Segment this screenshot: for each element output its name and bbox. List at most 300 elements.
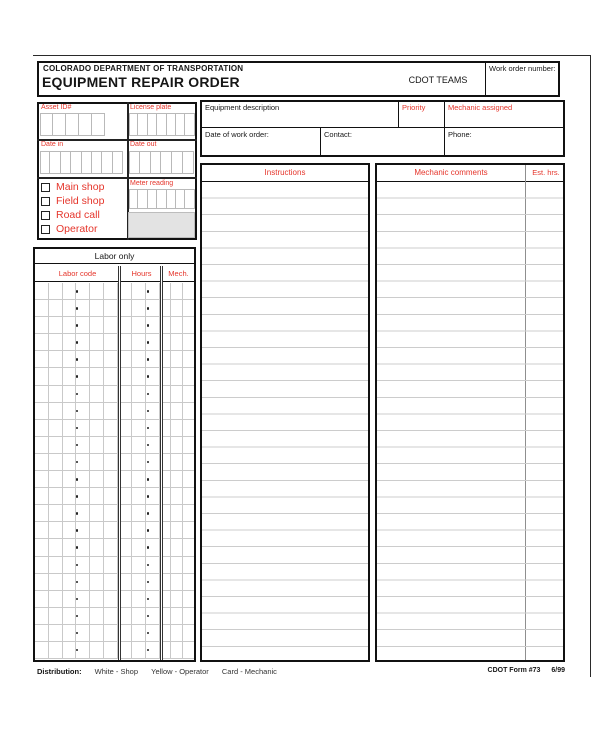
labor-cell — [171, 505, 182, 521]
labor-cell — [104, 351, 118, 367]
checkbox-label: Main shop — [56, 181, 105, 193]
labor-cell — [35, 420, 49, 436]
labor-cell — [63, 557, 77, 573]
labor-cell — [171, 608, 182, 624]
comb-cell[interactable] — [167, 113, 176, 136]
shaded-office-use-box — [128, 212, 195, 238]
labor-cell — [171, 454, 182, 470]
labor-cell — [183, 403, 194, 419]
labor-cell — [76, 334, 90, 350]
labor-cell — [90, 334, 104, 350]
equipment-description-label: Equipment description — [205, 103, 280, 112]
labor-cell — [132, 557, 146, 573]
labor-code-decimal-dot — [76, 529, 79, 532]
labor-cell — [183, 488, 194, 504]
labor-cell — [183, 642, 194, 658]
comb-cell[interactable] — [92, 151, 102, 174]
comb-cell[interactable] — [79, 113, 92, 136]
labor-cell — [63, 505, 77, 521]
labor-cell — [132, 505, 146, 521]
labor-row[interactable] — [35, 334, 194, 351]
date-contact-divider — [320, 127, 321, 157]
comb-cell[interactable] — [140, 151, 151, 174]
labor-cell — [183, 574, 194, 590]
comb-cell[interactable] — [53, 113, 66, 136]
labor-cell — [90, 386, 104, 402]
labor-cell — [35, 437, 49, 453]
labor-cell — [183, 505, 194, 521]
labor-cell — [171, 591, 182, 607]
labor-row[interactable] — [35, 642, 194, 659]
labor-cell — [104, 642, 118, 658]
asset-box-divider-2 — [37, 177, 197, 179]
comb-cell[interactable] — [157, 189, 166, 209]
labor-cell — [171, 437, 182, 453]
labor-code-decimal-dot — [76, 512, 79, 515]
labor-cell — [49, 403, 63, 419]
labor-row[interactable] — [35, 471, 194, 488]
labor-cell — [183, 368, 194, 384]
labor-rows[interactable] — [35, 283, 194, 660]
labor-cell — [104, 437, 118, 453]
labor-cell — [35, 591, 49, 607]
checkbox-icon[interactable] — [41, 197, 50, 206]
labor-cell — [76, 625, 90, 641]
labor-cell — [49, 386, 63, 402]
labor-cell — [76, 522, 90, 538]
comb-cell[interactable] — [61, 151, 71, 174]
hours-decimal-dot — [147, 478, 150, 481]
labor-cell — [63, 591, 77, 607]
hours-decimal-dot — [147, 290, 150, 293]
labor-cell — [132, 539, 146, 555]
labor-code-hours-divider — [118, 266, 121, 660]
work-order-divider — [485, 62, 486, 96]
mechanic-comments-box — [375, 163, 565, 662]
labor-cell — [49, 505, 63, 521]
labor-cell — [104, 403, 118, 419]
labor-cell — [132, 522, 146, 538]
comb-cell[interactable] — [71, 151, 81, 174]
copy-card: Card - Mechanic — [221, 667, 277, 676]
hours-decimal-dot — [147, 341, 150, 344]
labor-cell — [104, 625, 118, 641]
hours-decimal-dot — [147, 546, 150, 549]
hours-decimal-dot — [147, 495, 150, 498]
labor-cell — [171, 557, 182, 573]
date-out-label: Date out — [130, 141, 157, 148]
comb-cell[interactable] — [102, 151, 112, 174]
labor-cell — [49, 557, 63, 573]
checkbox-field-shop[interactable] — [41, 194, 125, 208]
labor-cell — [90, 368, 104, 384]
labor-row[interactable] — [35, 368, 194, 385]
labor-cell — [132, 591, 146, 607]
comb-cell[interactable] — [138, 189, 147, 209]
hours-decimal-dot — [147, 529, 150, 532]
labor-cell — [76, 283, 90, 299]
labor-cell — [171, 283, 182, 299]
labor-cell — [49, 539, 63, 555]
hours-decimal-dot — [147, 324, 150, 327]
copy-white: White - Shop — [94, 667, 139, 676]
labor-cell — [183, 317, 194, 333]
form-title: EQUIPMENT REPAIR ORDER — [42, 74, 240, 90]
labor-cell — [104, 488, 118, 504]
labor-cell — [76, 608, 90, 624]
comb-cell[interactable] — [50, 151, 60, 174]
labor-cell — [76, 420, 90, 436]
comb-cell[interactable] — [148, 113, 157, 136]
comb-cell[interactable] — [161, 151, 172, 174]
hours-decimal-dot — [147, 307, 150, 310]
department-name: COLORADO DEPARTMENT OF TRANSPORTATION — [43, 64, 244, 73]
labor-cell — [132, 608, 146, 624]
labor-cell — [132, 386, 146, 402]
checkbox-road-call[interactable] — [41, 208, 125, 222]
labor-cell — [132, 437, 146, 453]
comb-cell[interactable] — [40, 151, 50, 174]
labor-cell — [104, 539, 118, 555]
labor-cell — [183, 557, 194, 573]
instructions-writing-area[interactable] — [202, 182, 368, 660]
labor-cell — [76, 642, 90, 658]
labor-cell — [76, 403, 90, 419]
labor-row[interactable] — [35, 488, 194, 505]
labor-code-decimal-dot — [76, 546, 79, 549]
labor-cell — [49, 300, 63, 316]
labor-row[interactable] — [35, 505, 194, 522]
labor-row[interactable] — [35, 437, 194, 454]
labor-cell — [90, 557, 104, 573]
distribution-line — [37, 667, 277, 676]
hours-decimal-dot — [147, 512, 150, 515]
labor-cell — [171, 471, 182, 487]
comb-cell[interactable] — [129, 113, 138, 136]
labor-code-decimal-dot — [76, 478, 79, 481]
mechanic-comments-title: Mechanic comments — [414, 168, 488, 177]
license-plate-label: License plate — [130, 104, 172, 111]
labor-cell — [132, 471, 146, 487]
labor-cell — [63, 539, 77, 555]
labor-cell — [63, 317, 77, 333]
labor-cell — [90, 608, 104, 624]
labor-cell — [49, 625, 63, 641]
labor-cell — [49, 334, 63, 350]
labor-cell — [171, 368, 182, 384]
labor-cell — [35, 454, 49, 470]
labor-code-decimal-dot — [76, 290, 79, 293]
labor-cell — [90, 574, 104, 590]
labor-code-decimal-dot — [76, 307, 79, 310]
labor-cell — [76, 557, 90, 573]
labor-cell — [90, 522, 104, 538]
comb-cell[interactable] — [82, 151, 92, 174]
labor-cell — [132, 300, 146, 316]
labor-cell — [183, 539, 194, 555]
form-number: CDOT Form #73 — [487, 667, 541, 674]
labor-cell — [104, 471, 118, 487]
comb-cell[interactable] — [138, 113, 147, 136]
mech-header: Mech. — [168, 269, 189, 278]
labor-cell — [35, 283, 49, 299]
labor-cell — [183, 351, 194, 367]
date-in-field[interactable] — [40, 151, 123, 174]
labor-cell — [183, 300, 194, 316]
labor-cell — [49, 488, 63, 504]
labor-code-decimal-dot — [76, 581, 79, 584]
labor-cell — [63, 420, 77, 436]
labor-cell — [35, 300, 49, 316]
labor-row[interactable] — [35, 608, 194, 625]
mechanic-assigned-label: Mechanic assigned — [448, 103, 513, 112]
instructions-title: Instructions — [202, 165, 368, 182]
checkbox-label: Operator — [56, 223, 98, 235]
comb-cell[interactable] — [113, 151, 123, 174]
labor-cell — [104, 420, 118, 436]
checkbox-operator[interactable] — [41, 222, 125, 236]
labor-cell — [76, 368, 90, 384]
hours-decimal-dot — [147, 358, 150, 361]
labor-row[interactable] — [35, 574, 194, 591]
labor-cell — [49, 283, 63, 299]
labor-cell — [90, 454, 104, 470]
labor-cell — [104, 317, 118, 333]
labor-cell — [171, 420, 182, 436]
labor-cell — [171, 625, 182, 641]
labor-row[interactable] — [35, 539, 194, 556]
labor-cell — [183, 625, 194, 641]
labor-cell — [35, 471, 49, 487]
labor-cell — [63, 625, 77, 641]
labor-cell — [63, 300, 77, 316]
shop-type-checkbox-group — [41, 180, 125, 236]
page-frame-right — [590, 55, 591, 677]
system-name: CDOT TEAMS — [408, 75, 468, 85]
labor-cell — [183, 591, 194, 607]
labor-cell — [76, 539, 90, 555]
comb-cell[interactable] — [148, 189, 157, 209]
labor-cell — [132, 625, 146, 641]
comb-cell[interactable] — [40, 113, 53, 136]
labor-cell — [49, 351, 63, 367]
meter-reading-field[interactable] — [129, 189, 195, 209]
labor-cell — [104, 505, 118, 521]
hours-header: Hours — [131, 269, 152, 278]
labor-cell — [63, 351, 77, 367]
labor-cell — [35, 625, 49, 641]
labor-cell — [132, 334, 146, 350]
labor-cell — [104, 454, 118, 470]
labor-row[interactable] — [35, 351, 194, 368]
labor-row[interactable] — [35, 386, 194, 403]
labor-cell — [49, 608, 63, 624]
checkbox-icon[interactable] — [41, 225, 50, 234]
labor-cell — [132, 317, 146, 333]
labor-cell — [90, 505, 104, 521]
labor-row[interactable] — [35, 300, 194, 317]
checkbox-icon[interactable] — [41, 211, 50, 220]
comb-cell[interactable] — [176, 113, 185, 136]
labor-code-decimal-dot — [76, 341, 79, 344]
labor-cell — [76, 454, 90, 470]
contact-label: Contact: — [324, 130, 352, 139]
labor-cell — [35, 351, 49, 367]
labor-code-decimal-dot — [76, 495, 79, 498]
labor-cell — [90, 591, 104, 607]
date-out-field[interactable] — [129, 151, 194, 174]
labor-cell — [183, 471, 194, 487]
asset-id-label: Asset ID# — [41, 104, 72, 111]
labor-code-decimal-dot — [76, 564, 79, 567]
labor-cell — [35, 386, 49, 402]
labor-row[interactable] — [35, 591, 194, 608]
labor-cell — [90, 625, 104, 641]
labor-cell — [76, 471, 90, 487]
instructions-box — [200, 163, 370, 662]
labor-cell — [183, 454, 194, 470]
labor-cell — [90, 283, 104, 299]
comb-cell[interactable] — [92, 113, 105, 136]
labor-cell — [35, 522, 49, 538]
labor-cell — [183, 386, 194, 402]
labor-cell — [76, 437, 90, 453]
labor-cell — [104, 608, 118, 624]
comb-cell[interactable] — [129, 151, 140, 174]
labor-cell — [132, 351, 146, 367]
labor-code-header: Labor code — [58, 269, 97, 278]
labor-cell — [90, 317, 104, 333]
hours-decimal-dot — [147, 564, 150, 567]
labor-row[interactable] — [35, 557, 194, 574]
labor-cell — [104, 386, 118, 402]
labor-cell — [49, 642, 63, 658]
labor-cell — [90, 471, 104, 487]
priority-mechanic-divider — [444, 100, 445, 157]
checkbox-label: Road call — [56, 209, 100, 221]
labor-cell — [49, 368, 63, 384]
labor-cell — [132, 420, 146, 436]
comb-cell[interactable] — [176, 189, 185, 209]
labor-cell — [76, 505, 90, 521]
labor-cell — [171, 351, 182, 367]
date-in-label: Date in — [41, 141, 64, 148]
asset-id-field[interactable] — [40, 113, 105, 136]
labor-only-title: Labor only — [35, 249, 194, 264]
labor-row[interactable] — [35, 420, 194, 437]
labor-cell — [104, 522, 118, 538]
priority-label: Priority — [402, 103, 426, 112]
labor-cell — [63, 574, 77, 590]
labor-cell — [132, 403, 146, 419]
labor-cell — [76, 574, 90, 590]
comb-cell[interactable] — [129, 189, 138, 209]
comments-writing-area[interactable] — [377, 182, 563, 660]
labor-cell — [171, 574, 182, 590]
page-frame-top — [33, 55, 590, 56]
labor-cell — [171, 317, 182, 333]
license-plate-field[interactable] — [129, 113, 195, 136]
labor-cell — [49, 471, 63, 487]
labor-cell — [183, 522, 194, 538]
checkbox-icon[interactable] — [41, 183, 50, 192]
labor-code-decimal-dot — [76, 358, 79, 361]
labor-cell — [49, 522, 63, 538]
labor-row[interactable] — [35, 454, 194, 471]
hours-decimal-dot — [147, 375, 150, 378]
checkbox-label: Field shop — [56, 195, 105, 207]
labor-cell — [171, 386, 182, 402]
form-number-line — [395, 667, 565, 674]
copy-yellow: Yellow - Operator — [151, 667, 209, 676]
checkbox-main-shop[interactable] — [41, 180, 125, 194]
labor-row[interactable] — [35, 317, 194, 334]
comb-cell[interactable] — [185, 113, 194, 136]
labor-cell — [132, 488, 146, 504]
labor-cell — [183, 420, 194, 436]
labor-cell — [63, 283, 77, 299]
labor-cell — [76, 386, 90, 402]
labor-cell — [171, 522, 182, 538]
labor-cell — [35, 557, 49, 573]
comb-cell[interactable] — [157, 113, 166, 136]
labor-cell — [63, 608, 77, 624]
comb-cell[interactable] — [183, 151, 194, 174]
comb-cell[interactable] — [172, 151, 183, 174]
comb-cell[interactable] — [66, 113, 79, 136]
labor-row[interactable] — [35, 403, 194, 420]
labor-cell — [171, 539, 182, 555]
labor-code-decimal-dot — [76, 375, 79, 378]
labor-cell — [35, 642, 49, 658]
labor-code-decimal-dot — [76, 324, 79, 327]
comb-cell[interactable] — [167, 189, 176, 209]
labor-row[interactable] — [35, 522, 194, 539]
comb-cell[interactable] — [185, 189, 194, 209]
labor-cell — [104, 283, 118, 299]
labor-row[interactable] — [35, 283, 194, 300]
labor-cell — [49, 437, 63, 453]
equipment-box-row-divider — [200, 127, 565, 128]
labor-cell — [171, 488, 182, 504]
labor-cell — [104, 300, 118, 316]
equipment-priority-divider — [398, 100, 399, 127]
labor-cell — [132, 368, 146, 384]
labor-cell — [90, 351, 104, 367]
comb-cell[interactable] — [151, 151, 162, 174]
labor-cell — [90, 539, 104, 555]
labor-column-headers — [35, 266, 194, 282]
phone-label: Phone: — [448, 130, 472, 139]
labor-cell — [171, 403, 182, 419]
date-of-work-order-label: Date of work order: — [205, 130, 269, 139]
work-order-number-field[interactable] — [489, 74, 557, 94]
labor-cell — [90, 642, 104, 658]
labor-cell — [171, 334, 182, 350]
labor-cell — [49, 317, 63, 333]
hours-decimal-dot — [147, 581, 150, 584]
labor-cell — [90, 437, 104, 453]
hours-mech-divider — [160, 266, 163, 660]
labor-cell — [171, 300, 182, 316]
labor-cell — [63, 386, 77, 402]
labor-cell — [49, 574, 63, 590]
labor-cell — [104, 557, 118, 573]
labor-cell — [104, 591, 118, 607]
labor-cell — [35, 539, 49, 555]
labor-row[interactable] — [35, 625, 194, 642]
labor-cell — [132, 574, 146, 590]
